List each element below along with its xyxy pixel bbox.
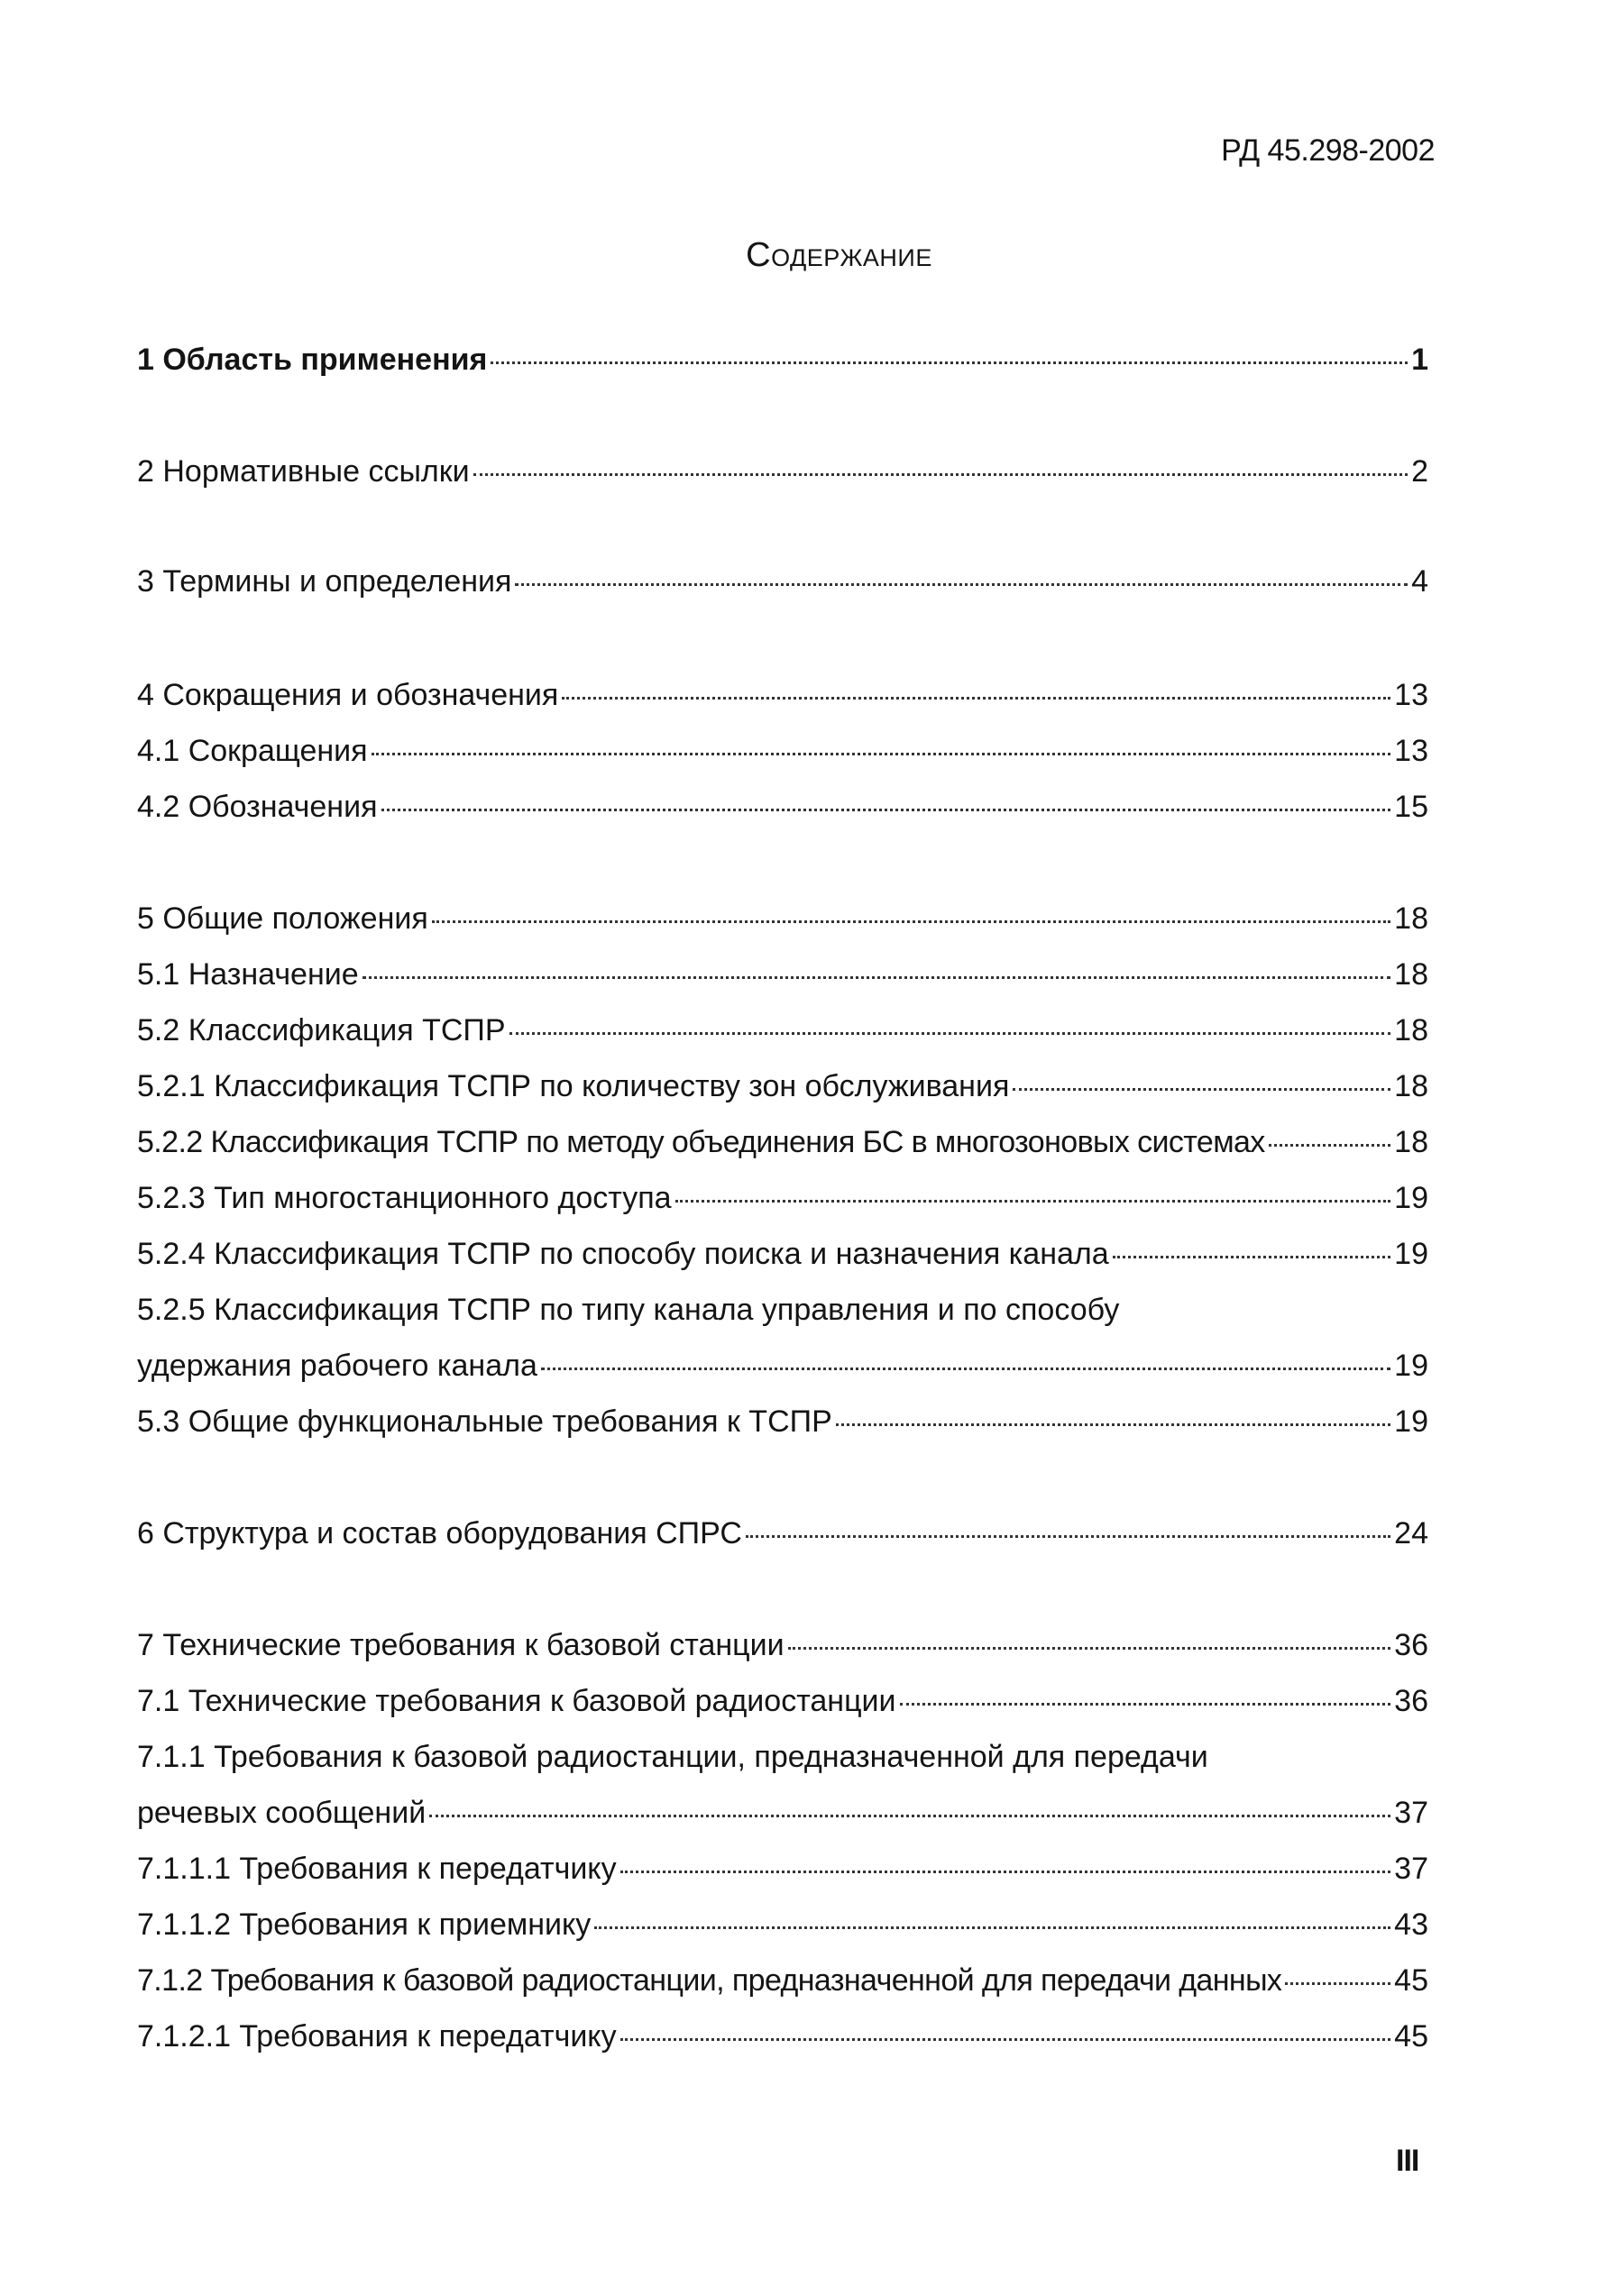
toc-entry-text: 4.2 Обозначения	[137, 790, 378, 824]
toc-entry-1[interactable]	[137, 343, 1428, 384]
toc-entry-page: 19	[1394, 1181, 1428, 1215]
toc-leader-dots	[429, 1815, 1390, 1817]
toc-entry-5-2-2[interactable]	[137, 1125, 1428, 1166]
toc-entry-text: 7.1 Технические требования к базовой радиостанции	[137, 1684, 896, 1718]
toc-entry-5[interactable]	[137, 901, 1428, 943]
toc-entry-text: 5.2.1 Классификация ТСПР по количеству зон обслуживания	[137, 1069, 1010, 1103]
toc-entry-5-3[interactable]	[137, 1404, 1428, 1446]
toc-leader-dots	[788, 1647, 1391, 1650]
toc-entry-3[interactable]	[137, 564, 1428, 606]
toc-entry-text: 5.3 Общие функциональные требования к ТСПР	[137, 1404, 832, 1439]
toc-entry-5-2-3[interactable]	[137, 1181, 1428, 1222]
toc-entry-7-1-2[interactable]	[137, 1963, 1428, 2005]
toc-leader-dots	[515, 583, 1408, 586]
toc-leader-dots	[620, 1871, 1391, 1873]
toc-entry-page: 36	[1394, 1628, 1428, 1662]
toc-entry-text: 4 Сокращения и обозначения	[137, 678, 559, 712]
toc-leader-dots	[432, 920, 1390, 923]
toc-entry-page: 18	[1394, 957, 1428, 992]
toc-entry-page: 13	[1394, 734, 1428, 768]
toc-entry-page: 24	[1394, 1516, 1428, 1550]
toc-entry-text: 5.2.2 Классификация ТСПР по методу объединения БС в многозоновых системах	[137, 1125, 1265, 1159]
toc-leader-dots	[620, 2038, 1391, 2041]
toc-leader-dots	[541, 1368, 1390, 1370]
toc-leader-dots	[1269, 1144, 1390, 1147]
toc-leader-dots	[836, 1423, 1390, 1426]
toc-leader-dots	[746, 1535, 1390, 1538]
toc-leader-dots	[1285, 1982, 1390, 1985]
document-code: РД 45.298-2002	[1221, 133, 1435, 168]
toc-entry-text: речевых сообщений	[137, 1796, 427, 1830]
toc-entry-4-2[interactable]	[137, 790, 1428, 831]
toc-entry-page: 19	[1394, 1404, 1428, 1439]
toc-entry-text: 4.1 Сокращения	[137, 734, 368, 768]
toc-leader-dots	[1113, 1256, 1391, 1258]
toc-leader-dots	[675, 1200, 1391, 1203]
toc-leader-dots	[362, 976, 1391, 979]
toc-entry-7-1-2-1[interactable]	[137, 2019, 1428, 2061]
toc-entry-page: 1	[1411, 343, 1428, 377]
toc-entry-page: 19	[1394, 1237, 1428, 1271]
toc-entry-page: 4	[1411, 564, 1428, 599]
toc-entry-page: 45	[1394, 2019, 1428, 2054]
toc-entry-text: 2 Нормативные ссылки	[137, 454, 470, 489]
toc-entry-page: 45	[1394, 1963, 1428, 1998]
toc-leader-dots	[562, 697, 1390, 700]
toc-entry-page: 18	[1394, 1013, 1428, 1047]
toc-entry-page: 36	[1394, 1684, 1428, 1718]
toc-leader-dots	[594, 1926, 1390, 1929]
toc-entry-page: 18	[1394, 1069, 1428, 1103]
toc-entry-4-1[interactable]	[137, 734, 1428, 775]
toc-entry-7-1-1-2[interactable]	[137, 1907, 1428, 1949]
page-title: Содержание	[746, 236, 932, 274]
toc-entry-7[interactable]	[137, 1628, 1428, 1669]
toc-entry-page: 18	[1394, 901, 1428, 936]
toc-leader-dots	[491, 361, 1408, 364]
toc-entry-7-1[interactable]	[137, 1684, 1428, 1725]
toc-entry-7-1-1-1[interactable]	[137, 1852, 1428, 1893]
toc-entry-text: 5.2.4 Классификация ТСПР по способу поиска и назначения канала	[137, 1237, 1109, 1271]
toc-entry-page: 37	[1394, 1852, 1428, 1886]
toc-leader-dots	[900, 1703, 1391, 1706]
toc-entry-5-2-4[interactable]	[137, 1237, 1428, 1278]
toc-entry-text: 6 Структура и состав оборудования СПРС	[137, 1516, 742, 1550]
toc-entry-5-1[interactable]	[137, 957, 1428, 999]
page-number: III	[1396, 2144, 1419, 2178]
toc-entry-5-2-5-line1[interactable]: 5.2.5 Классификация ТСПР по типу канала управления и по способу	[137, 1293, 1120, 1327]
toc-entry-text: 1 Область применения	[137, 343, 488, 377]
toc-entry-page: 18	[1394, 1125, 1428, 1159]
toc-entry-page: 15	[1394, 790, 1428, 824]
toc-entry-text: 5.1 Назначение	[137, 957, 359, 992]
toc-entry-text: 7.1.2 Требования к базовой радиостанции, предназначенной для передачи данных	[137, 1963, 1282, 1998]
toc-leader-dots	[381, 809, 1391, 811]
toc-entry-page: 2	[1411, 454, 1428, 489]
toc-entry-7-1-1[interactable]	[137, 1796, 1428, 1837]
toc-entry-page: 37	[1394, 1796, 1428, 1830]
toc-entry-5-2-5[interactable]	[137, 1349, 1428, 1390]
toc-entry-text: 5 Общие положения	[137, 901, 428, 936]
toc-entry-7-1-1-line1[interactable]: 7.1.1 Требования к базовой радиостанции, предназначенной для передачи	[137, 1740, 1208, 1774]
toc-entry-text: 7.1.1.2 Требования к приемнику	[137, 1907, 592, 1942]
toc-entry-2[interactable]	[137, 454, 1428, 496]
toc-entry-text: 5.2.3 Тип многостанционного доступа	[137, 1181, 672, 1215]
toc-leader-dots	[473, 473, 1408, 476]
toc-entry-text: удержания рабочего канала	[137, 1349, 537, 1383]
toc-entry-text: 3 Термины и определения	[137, 564, 512, 599]
toc-entry-text: 7.1.1.1 Требования к передатчику	[137, 1852, 617, 1886]
toc-entry-5-2[interactable]	[137, 1013, 1428, 1055]
toc-entry-text: 7 Технические требования к базовой станции	[137, 1628, 785, 1662]
toc-entry-4[interactable]	[137, 678, 1428, 719]
toc-entry-page: 43	[1394, 1907, 1428, 1942]
toc-entry-page: 19	[1394, 1349, 1428, 1383]
toc-leader-dots	[372, 753, 1391, 755]
toc-entry-text: 7.1.2.1 Требования к передатчику	[137, 2019, 617, 2054]
toc-entry-6[interactable]	[137, 1516, 1428, 1558]
toc-entry-text: 5.2 Классификация ТСПР	[137, 1013, 506, 1047]
toc-leader-dots	[509, 1032, 1391, 1035]
toc-leader-dots	[1013, 1088, 1390, 1091]
toc-entry-page: 13	[1394, 678, 1428, 712]
toc-entry-5-2-1[interactable]	[137, 1069, 1428, 1111]
